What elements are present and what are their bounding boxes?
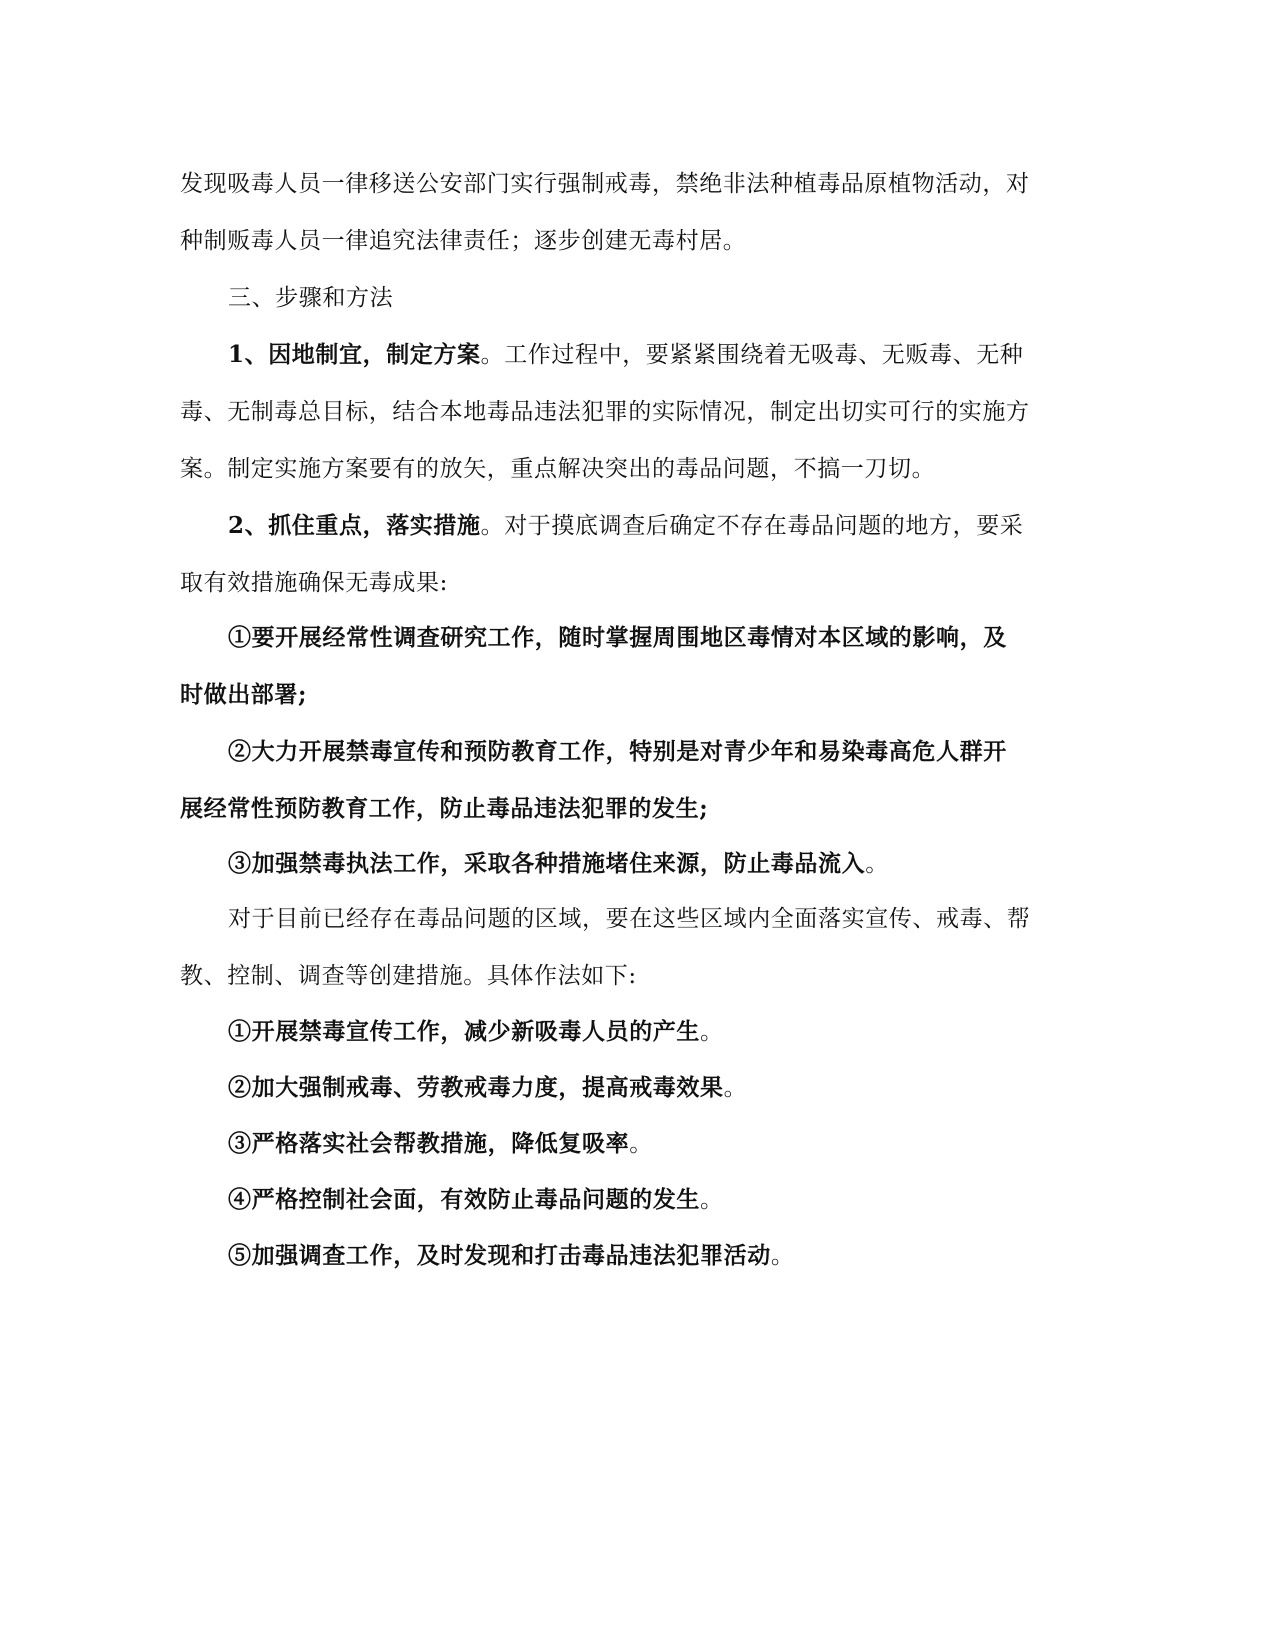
list-item-line — [228, 1127, 1080, 1161]
list-item-line — [228, 621, 1080, 655]
text-segment: 三、步骤和方法 — [228, 285, 394, 311]
list-item-line — [228, 1015, 1080, 1049]
text-segment: 。 — [770, 1243, 795, 1269]
paragraph-line — [180, 566, 1080, 600]
text-segment: 展经常性预防教育工作，防止毒品违法犯罪的发生; — [180, 795, 709, 822]
bold-lead-in: 2、抓住重点，落实措施 — [228, 512, 481, 539]
text-segment: ①要开展经常性调查研究工作，随时掌握周围地区毒情对本区域的影响，及 — [228, 624, 1007, 651]
text-segment: 。 — [629, 1131, 653, 1157]
paragraph-line — [180, 452, 1080, 486]
bold-lead-in: 1、因地制宜，制定方案 — [228, 341, 481, 368]
text-segment: ③严格落实社会帮教措施，降低复吸率 — [228, 1130, 630, 1157]
list-item-line — [228, 1183, 1080, 1217]
text-segment: ③加强禁毒执法工作，采取各种措施堵住来源，防止毒品流入 — [228, 850, 866, 877]
list-item-line — [228, 847, 1080, 881]
text-segment: ②大力开展禁毒宣传和预防教育工作，特别是对青少年和易染毒高危人群开 — [228, 738, 1007, 765]
paragraph-line — [180, 959, 1080, 993]
paragraph-line — [180, 224, 1080, 258]
list-item-line — [180, 792, 1080, 826]
text-segment: 对于目前已经存在毒品问题的区域，要在这些区域内全面落实宣传、戒毒、帮 — [228, 906, 1031, 932]
text-segment: 。对于摸底调查后确定不存在毒品问题的地方，要采 — [480, 513, 1024, 539]
paragraph-line — [180, 395, 1080, 429]
list-item-line — [180, 678, 1080, 712]
text-segment: 毒、无制毒总目标，结合本地毒品违法犯罪的实际情况，制定出切实可行的实施方 — [180, 399, 1030, 425]
list-item-line — [228, 1239, 1080, 1273]
text-segment: 。 — [865, 851, 889, 877]
paragraph-line — [180, 167, 1080, 201]
text-segment: ②加大强制戒毒、劳教戒毒力度，提高戒毒效果 — [228, 1074, 724, 1101]
text-segment: 。工作过程中，要紧紧围绕着无吸毒、无贩毒、无种 — [480, 342, 1024, 368]
text-segment: 。 — [700, 1019, 724, 1045]
section-heading — [228, 281, 1080, 315]
list-item-line — [228, 735, 1080, 769]
text-segment: 发现吸毒人员一律移送公安部门实行强制戒毒，禁绝非法种植毒品原植物活动，对 — [180, 171, 1030, 197]
text-segment: ④严格控制社会面，有效防止毒品问题的发生 — [228, 1186, 700, 1213]
text-segment: 时做出部署; — [180, 681, 308, 708]
text-segment: 取有效措施确保无毒成果: — [180, 570, 448, 596]
paragraph-line — [228, 338, 1080, 372]
text-segment: ①开展禁毒宣传工作，减少新吸毒人员的产生 — [228, 1018, 700, 1045]
paragraph-line — [228, 902, 1080, 936]
text-segment: ⑤加强调查工作，及时发现和打击毒品违法犯罪活动 — [228, 1242, 771, 1269]
text-segment: 。 — [723, 1075, 748, 1101]
text-segment: 案。制定实施方案要有的放矢，重点解决突出的毒品问题，不搞一刀切。 — [180, 456, 936, 482]
paragraph-line — [228, 509, 1080, 543]
text-segment: 教、控制、调查等创建措施。具体作法如下: — [180, 963, 637, 989]
list-item-line — [228, 1071, 1080, 1105]
text-segment: 种制贩毒人员一律追究法律责任；逐步创建无毒村居。 — [180, 228, 747, 254]
text-segment: 。 — [700, 1187, 724, 1213]
